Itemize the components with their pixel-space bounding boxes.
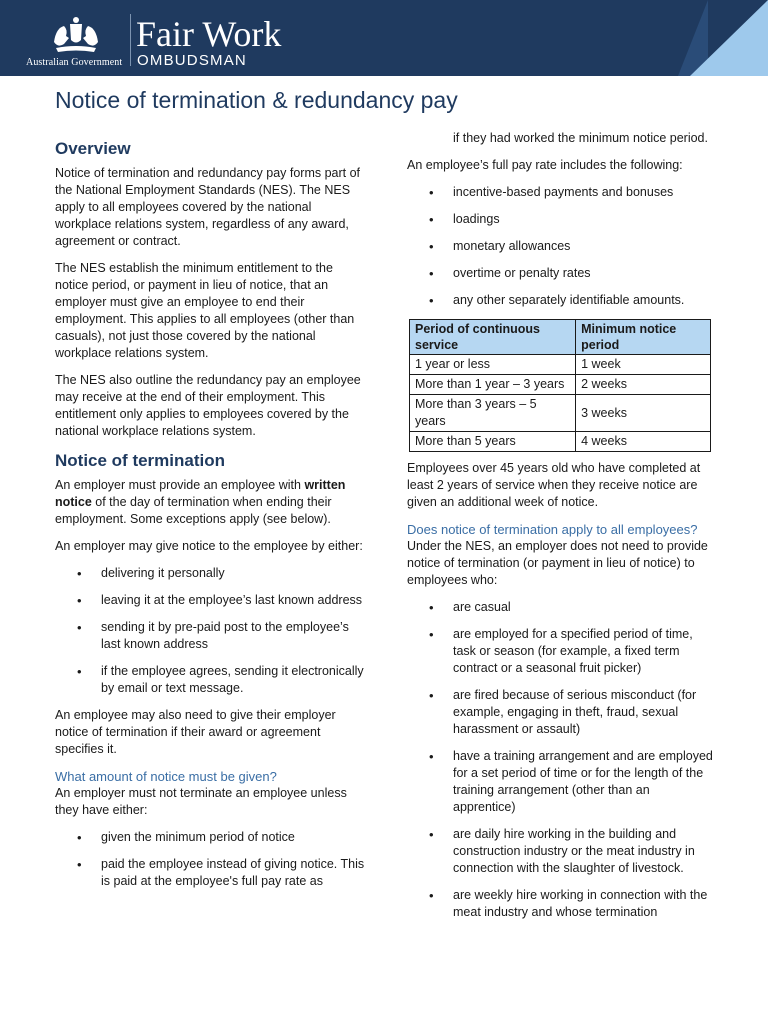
table-row	[410, 432, 711, 452]
list-item: • are employed for a specified period of time, task or season (for example, a fixed term contract or a seasonal fruit picker)	[407, 626, 715, 677]
table-cell: 4 weeks	[576, 432, 711, 452]
list-item: • are daily hire working in the building and construction industry or the meat industry in connection with the slaughter of livestock.	[407, 826, 715, 877]
overview-paragraph-1: Notice of termination and redundancy pay forms part of the National Employment Standards (NES). The NES apply to all employees covered by the national workplace relations system, regardless of any award, agreement or contract.	[55, 166, 361, 248]
overview-heading: Overview	[55, 139, 131, 158]
list-item: • are weekly hire working in connection with the meat industry and whose termination	[407, 887, 715, 921]
notice-period-table	[409, 319, 711, 452]
overview-paragraph-2: The NES establish the minimum entitlement to the notice period, or payment in lieu of notice, that an employer must give an employee to end their employment. This applies to all employees (other than casuals), not just those covered by the national workplace relations system.	[55, 261, 355, 360]
overview-paragraph-3: The NES also outline the redundancy pay an employee may receive at the end of their employment. This entitlement only applies to employees covered by the national workplace relations system.	[55, 373, 361, 438]
list-item: • monetary allowances	[407, 238, 715, 255]
continuation-text: if they had worked the minimum notice period.	[453, 131, 708, 145]
page-title: Notice of termination & redundancy pay	[55, 87, 458, 113]
table-cell: 2 weeks	[576, 375, 711, 395]
brand-subtitle: OMBUDSMAN	[137, 52, 247, 69]
notice-text-bold: written notice	[55, 478, 346, 509]
exemptions-list	[407, 599, 715, 921]
notice-paragraph-3: An employee may also need to give their employer notice of termination if their award or agreement specifies it.	[55, 708, 336, 756]
table-header-row	[410, 320, 711, 355]
list-item: • are casual	[407, 599, 715, 616]
notice-text-a: An employer must provide an employee with	[55, 478, 305, 492]
list-item: • given the minimum period of notice	[55, 829, 367, 846]
list-item: • any other separately identifiable amounts.	[407, 292, 715, 309]
table-row	[410, 355, 711, 375]
right-column	[407, 130, 715, 931]
pay-rate-list	[407, 184, 715, 309]
list-item: • delivering it personally	[55, 565, 367, 582]
table-cell: More than 5 years	[410, 432, 576, 452]
list-item: • have a training arrangement and are employed for a set period of time or for the length of the training arrangement (other than an apprentice)	[407, 748, 715, 816]
header-banner	[0, 0, 768, 76]
list-item: • if the employee agrees, sending it electronically by email or text message.	[55, 663, 367, 697]
list-item: • paid the employee instead of giving notice. This is paid at the employee's full pay rate as	[55, 856, 367, 890]
amount-paragraph: An employer must not terminate an employee unless they have either:	[55, 786, 347, 817]
list-item: • sending it by pre-paid post to the employee’s last known address	[55, 619, 367, 653]
table-cell: 3 weeks	[576, 395, 711, 432]
list-item: • are fired because of serious misconduct (for example, engaging in theft, fraud, sexual harassment or assault)	[407, 687, 715, 738]
table-header-cell: Minimum notice period	[576, 320, 711, 355]
notice-text-b: of the day of termination when ending their employment. Some exceptions apply (see below).	[55, 495, 332, 526]
table-row	[410, 375, 711, 395]
brand-title: Fair Work	[136, 14, 282, 54]
table-header-cell: Period of continuous service	[410, 320, 576, 355]
header-divider	[130, 14, 131, 66]
notice-methods-list	[55, 565, 367, 697]
amount-list	[55, 829, 367, 890]
apply-paragraph: Under the NES, an employer does not need to provide notice of termination (or payment in lieu of notice) to employees who:	[407, 539, 708, 587]
header-decoration-light	[690, 0, 768, 76]
table-row	[410, 395, 711, 432]
gov-label: Australian Government	[26, 57, 123, 68]
notice-paragraph-2: An employer may give notice to the employee by either:	[55, 539, 363, 553]
table-cell: 1 week	[576, 355, 711, 375]
list-item: • loadings	[407, 211, 715, 228]
left-column	[55, 134, 367, 900]
table-cell: 1 year or less	[410, 355, 576, 375]
pay-rate-intro: An employee’s full pay rate includes the following:	[407, 158, 683, 172]
apply-subheading: Does notice of termination apply to all employees?	[407, 522, 698, 537]
list-item: • overtime or penalty rates	[407, 265, 715, 282]
list-item: • leaving it at the employee’s last known address	[55, 592, 367, 609]
list-item: • incentive-based payments and bonuses	[407, 184, 715, 201]
notice-paragraph-1	[55, 477, 367, 528]
amount-subheading: What amount of notice must be given?	[55, 769, 277, 784]
notice-heading: Notice of termination	[55, 451, 226, 470]
coat-of-arms-icon	[46, 14, 106, 56]
over45-paragraph: Employees over 45 years old who have completed at least 2 years of service when they receive notice are given an additional week of notice.	[407, 461, 701, 509]
table-cell: More than 3 years – 5 years	[410, 395, 576, 432]
table-cell: More than 1 year – 3 years	[410, 375, 576, 395]
